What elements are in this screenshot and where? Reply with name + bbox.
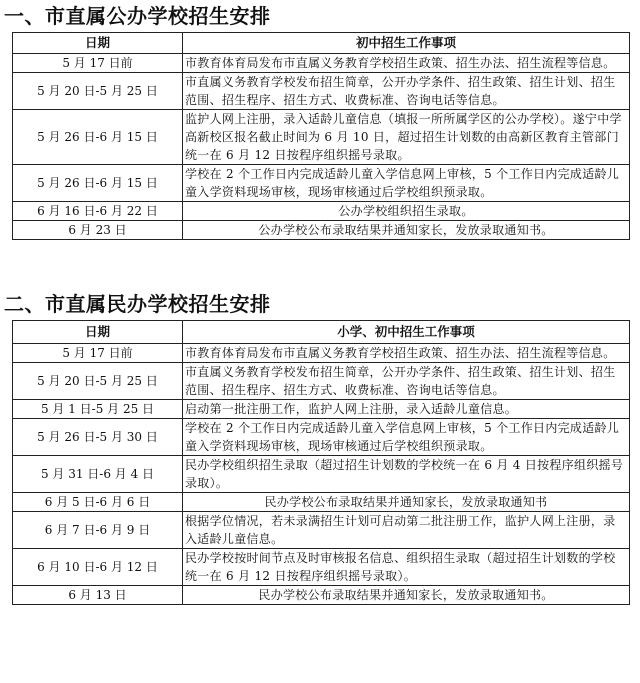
task-header: 初中招生工作事项 [183, 33, 630, 54]
row-date: 5 月 20 日-5 月 25 日 [13, 363, 183, 400]
table-row [13, 202, 630, 221]
table-header-row [13, 33, 630, 54]
section1-title: 一、市直属公办学校招生安排 [4, 4, 271, 28]
row-task: 学校在 2 个工作日内完成适龄儿童入学信息网上审核，5 个工作日内完成适龄儿童入学资料现场审核，现场审核通过后学校组织预录取。 [183, 165, 630, 202]
row-task: 市教育体育局发布市直属义务教育学校招生政策、招生办法、招生流程等信息。 [183, 54, 630, 73]
row-date: 6 月 7 日-6 月 9 日 [13, 512, 183, 549]
table-row [13, 493, 630, 512]
row-task: 民办学校按时间节点及时审核报名信息、组织招生录取（超过招生计划数的学校统一在 6 月 12 日按程序组织摇号录取）。 [183, 549, 630, 586]
row-date: 6 月 23 日 [13, 221, 183, 240]
table-row [13, 73, 630, 110]
row-task: 根据学位情况，若未录满招生计划可启动第二批注册工作，监护人网上注册，录入适龄儿童信息。 [183, 512, 630, 549]
row-task: 公办学校公布录取结果并通知家长，发放录取通知书。 [183, 221, 630, 240]
row-task: 民办学校公布录取结果并通知家长，发放录取通知书。 [183, 586, 630, 605]
row-task: 市直属义务教育学校发布招生简章，公开办学条件、招生政策、招生计划、招生范围、招生程序、招生方式、收费标准、咨询电话等信息。 [183, 363, 630, 400]
row-task: 启动第一批注册工作，监护人网上注册，录入适龄儿童信息。 [183, 400, 630, 419]
row-date: 5 月 26 日-5 月 30 日 [13, 419, 183, 456]
row-task: 公办学校组织招生录取。 [183, 202, 630, 221]
table-header-row [13, 321, 630, 344]
section1-table [12, 32, 630, 240]
table-row [13, 54, 630, 73]
table-row [13, 586, 630, 605]
row-date: 6 月 13 日 [13, 586, 183, 605]
date-header: 日期 [13, 33, 183, 54]
row-date: 5 月 20 日-5 月 25 日 [13, 73, 183, 110]
row-date: 5 月 1 日-5 月 25 日 [13, 400, 183, 419]
row-date: 6 月 5 日-6 月 6 日 [13, 493, 183, 512]
row-task: 市教育体育局发布市直属义务教育学校招生政策、招生办法、招生流程等信息。 [183, 344, 630, 363]
table-row [13, 512, 630, 549]
row-task: 市直属义务教育学校发布招生简章，公开办学条件、招生政策、招生计划、招生范围、招生程序、招生方式、收费标准、咨询电话等信息。 [183, 73, 630, 110]
row-date: 5 月 17 日前 [13, 344, 183, 363]
row-date: 5 月 17 日前 [13, 54, 183, 73]
task-header: 小学、初中招生工作事项 [183, 321, 630, 344]
row-task: 民办学校公布录取结果并通知家长，发放录取通知书 [183, 493, 630, 512]
row-date: 6 月 16 日-6 月 22 日 [13, 202, 183, 221]
table-row [13, 419, 630, 456]
row-task: 学校在 2 个工作日内完成适龄儿童入学信息网上审核，5 个工作日内完成适龄儿童入学资料现场审核，现场审核通过后学校组织预录取。 [183, 419, 630, 456]
table-row [13, 344, 630, 363]
section2-title: 二、市直属民办学校招生安排 [4, 292, 271, 316]
row-date: 5 月 26 日-6 月 15 日 [13, 110, 183, 165]
table-row [13, 456, 630, 493]
row-task: 监护人网上注册，录入适龄儿童信息（填报一所所属学区的公办学校）。遂宁中学高新校区报名截止时间为 6 月 10 日，超过招生计划数的由高新区教育主管部门统一在 6 月 12 日按程序组织摇号录取。 [183, 110, 630, 165]
table-row [13, 363, 630, 400]
row-date: 6 月 10 日-6 月 12 日 [13, 549, 183, 586]
table-row [13, 221, 630, 240]
date-header: 日期 [13, 321, 183, 344]
row-date: 5 月 26 日-6 月 15 日 [13, 165, 183, 202]
table-row [13, 165, 630, 202]
section2-table [12, 320, 630, 605]
table-row [13, 400, 630, 419]
row-date: 5 月 31 日-6 月 4 日 [13, 456, 183, 493]
table-row [13, 549, 630, 586]
row-task: 民办学校组织招生录取（超过招生计划数的学校统一在 6 月 4 日按程序组织摇号录取）。 [183, 456, 630, 493]
table-row [13, 110, 630, 165]
